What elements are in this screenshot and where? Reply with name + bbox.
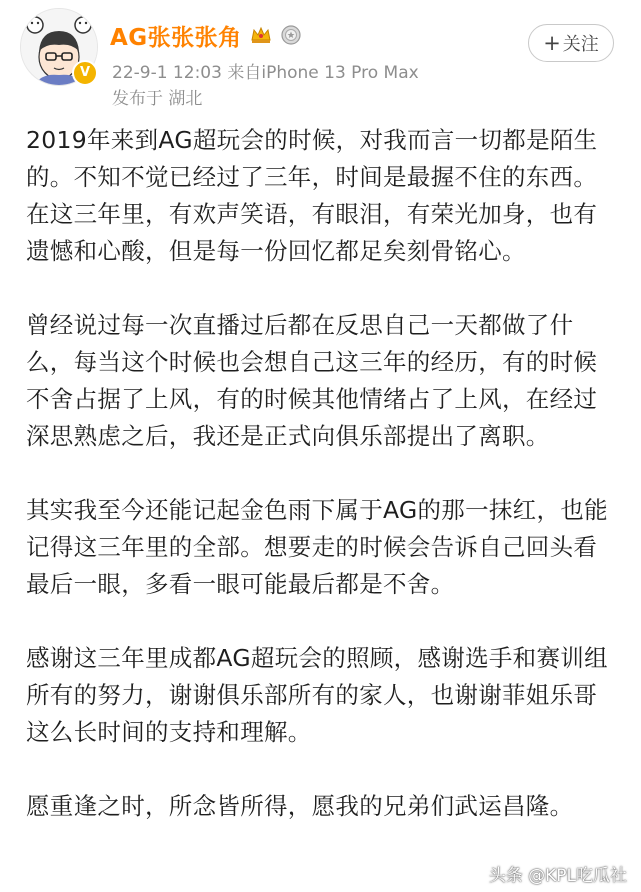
plus-icon: +	[543, 30, 561, 55]
crown-badge-icon	[250, 24, 272, 46]
username[interactable]: AG张张张角	[110, 24, 242, 51]
post-content	[26, 122, 618, 862]
post-source: 来自iPhone 13 Pro Max	[227, 63, 419, 83]
verified-badge-icon: V	[72, 60, 98, 86]
post-meta	[112, 58, 419, 83]
user-name-row	[110, 18, 302, 52]
post-paragraph: 曾经说过每一次直播过后都在反思自己一天都做了什么，每当这个时候也会想自己这三年的经历，有的时候不舍占据了上风，有的时候其他情绪占了上风，在经过深思熟虑之后，我还是正式向俱乐部提出了离职。	[26, 311, 598, 450]
post-location: 发布于 湖北	[112, 89, 203, 109]
follow-label: 关注	[562, 34, 599, 55]
post-paragraph: 愿重逢之时，所念皆所得，愿我的兄弟们武运昌隆。	[26, 792, 574, 820]
post-paragraph: 感谢这三年里成都AG超玩会的照顾，感谢选手和赛训组所有的努力，谢谢俱乐部所有的家人，也谢谢菲姐乐哥这么长时间的支持和理解。	[26, 644, 608, 746]
post-timestamp: 22-9-1 12:03	[112, 63, 222, 83]
medal-badge-icon	[280, 24, 302, 46]
watermark-text: 头条 @KPL吃瓜社	[488, 866, 627, 886]
post-paragraph: 其实我至今还能记起金色雨下属于AG的那一抹红，也能记得这三年里的全部。想要走的时候会告诉自己回头看最后一眼，多看一眼可能最后都是不舍。	[26, 496, 608, 598]
post-paragraph: 2019年来到AG超玩会的时候，对我而言一切都是陌生的。不知不觉已经过了三年，时间是最握不住的东西。在这三年里，有欢声笑语，有眼泪，有荣光加身，也有遗憾和心酸，但是每一份回忆都足矣刻骨铭心。	[26, 126, 598, 265]
follow-button[interactable]	[528, 24, 614, 62]
watermark	[489, 861, 627, 886]
